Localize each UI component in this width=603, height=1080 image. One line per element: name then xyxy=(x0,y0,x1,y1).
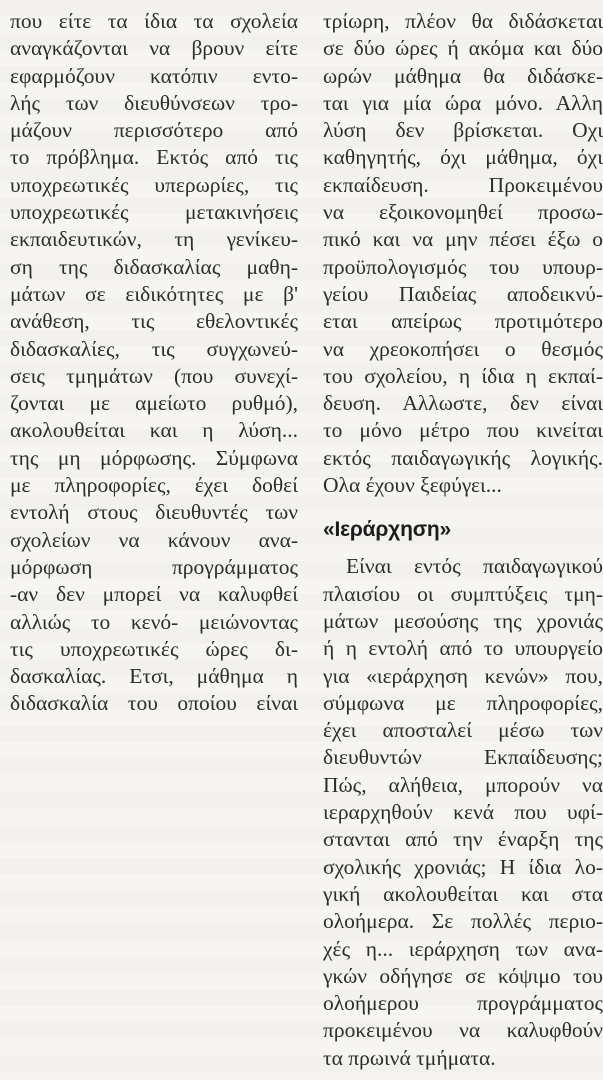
text-line: να εξοικονομηθεί προσω- xyxy=(323,200,603,225)
text-line: Είναι εντός παιδαγωγικού xyxy=(346,554,603,579)
text-line: εκτός παιδαγωγικής λογικής. xyxy=(323,445,603,470)
text-line: διευθυντών Εκπαίδευσης; xyxy=(323,745,603,770)
paragraph-continued xyxy=(10,8,298,718)
text-line: μάτων μεσούσης της χρονιάς xyxy=(323,608,603,633)
paragraph xyxy=(323,553,603,1072)
text-line: χές η... ιεράρχηση των ανα- xyxy=(323,936,603,961)
text-line: σχολείων να κάνουν ανα- xyxy=(10,527,298,552)
text-line: ωρών μάθημα θα διδάσκε- xyxy=(323,63,603,88)
text-line: το μόνο μέτρο που κινείται xyxy=(323,418,603,443)
text-line: καθηγητής, όχι μάθημα, όχι xyxy=(323,145,603,170)
text-line: λής των διευθύνσεων τρο- xyxy=(10,90,298,115)
text-line: πλαισίου οι συμπτύξεις τμη- xyxy=(323,581,603,606)
text-line: μόρφωση προγράμματος xyxy=(10,554,298,579)
text-line: του σχολείου, η ίδια η εκπαί- xyxy=(323,363,603,388)
text-line: ή η εντολή από το υπουργείο xyxy=(323,636,603,661)
text-line: υποχρεωτικές μετακινήσεις xyxy=(10,200,298,225)
text-line: ται για μία ώρα μόνο. Αλλη xyxy=(323,90,603,115)
text-line: με πληροφορίες, έχει δοθεί xyxy=(10,473,298,498)
text-line: της μη μόρφωσης. Σύμφωνα xyxy=(10,445,298,470)
text-line: σχολικής χρονιάς; Η ίδια λο- xyxy=(323,854,603,879)
text-line: για «ιεράρχηση κενών» που, xyxy=(323,663,603,688)
text-line: εται απείρως προτιμότερο xyxy=(323,309,603,334)
text-line: σύμφωνα με πληροφορίες, xyxy=(323,690,603,715)
text-line: διδασκαλία του οποίου είναι xyxy=(10,691,298,716)
section-heading: «Ιεράρχηση» xyxy=(323,518,451,542)
text-line: δευση. Αλλωστε, δεν είναι xyxy=(323,391,603,416)
text-line: προϋπολογισμός του υπουρ- xyxy=(323,254,603,279)
text-line: έχει αποσταλεί μέσω των xyxy=(323,718,603,743)
text-line: μάζουν περισσότερο από xyxy=(10,118,298,143)
text-line: ανάθεση, τις εθελοντικές xyxy=(10,309,298,334)
text-line: γείου Παιδείας αποδεικνύ- xyxy=(323,281,603,306)
text-line: ιεραρχηθούν κενά που υφί- xyxy=(323,800,603,825)
text-line: λύση δεν βρίσκεται. Οχι xyxy=(323,118,603,143)
text-line: ακολουθείται και η λύση... xyxy=(10,418,298,443)
text-line: πικό και να μην πέσει έξω ο xyxy=(323,227,603,252)
text-line: εντολή στους διευθυντές των xyxy=(10,500,298,525)
text-line: που είτε τα ίδια τα σχολεία xyxy=(10,9,298,33)
text-line: γκών οδήγησε σε κόψιμο του xyxy=(323,963,603,988)
text-line: ολοήμερου προγράμματος xyxy=(323,991,603,1016)
paragraph xyxy=(323,8,603,499)
text-line: δασκαλίας. Ετσι, μάθημα η xyxy=(10,664,298,689)
text-line: στανται από την έναρξη της xyxy=(323,827,603,852)
text-line: προκειμένου να καλυφθούν xyxy=(323,1018,603,1043)
text-line: -αν δεν μπορεί να καλυφθεί xyxy=(10,582,298,607)
text-line: γική ακολουθείται και στα xyxy=(323,881,603,906)
text-line: ση της διδασκαλίας μαθη- xyxy=(10,254,298,279)
text-line: εφαρμόζουν κατόπιν εντο- xyxy=(10,63,298,88)
text-line: ολοήμερα. Σε πολλές περιο- xyxy=(323,909,603,934)
left-column xyxy=(10,8,298,1072)
text-line: αλλιώς το κενό- μειώνοντας xyxy=(10,609,298,634)
text-line: τις υποχρεωτικές ώρες δι- xyxy=(10,636,298,661)
text-line: αναγκάζονται να βρουν είτε xyxy=(10,36,298,61)
text-line: Πώς, αλήθεια, μπορούν να xyxy=(323,772,603,797)
text-line: υποχρεωτικές υπερωρίες, τις xyxy=(10,172,298,197)
text-line: Ολα έχουν ξεφύγει... xyxy=(323,473,502,498)
text-line: μάτων σε ειδικότητες με β' xyxy=(10,281,298,306)
text-line: διδασκαλίες, τις συγχωνεύ- xyxy=(10,336,298,361)
right-column xyxy=(323,8,603,1072)
text-line: τα πρωινά τμήματα. xyxy=(323,1045,496,1070)
text-line: να χρεοκοπήσει ο θεσμός xyxy=(323,336,603,361)
text-line: τρίωρη, πλέον θα διδάσκεται xyxy=(323,9,603,33)
text-line: σε δύο ώρες ή ακόμα και δύο xyxy=(323,36,603,61)
text-line: το πρόβλημα. Εκτός από τις xyxy=(10,145,298,170)
text-line: εκπαιδευτικών, τη γενίκευ- xyxy=(10,227,298,252)
text-line: ζονται με αμείωτο ρυθμό), xyxy=(10,391,298,416)
text-line: σεις τμημάτων (που συνεχί- xyxy=(10,363,298,388)
text-line: εκπαίδευση. Προκειμένου xyxy=(323,172,603,197)
